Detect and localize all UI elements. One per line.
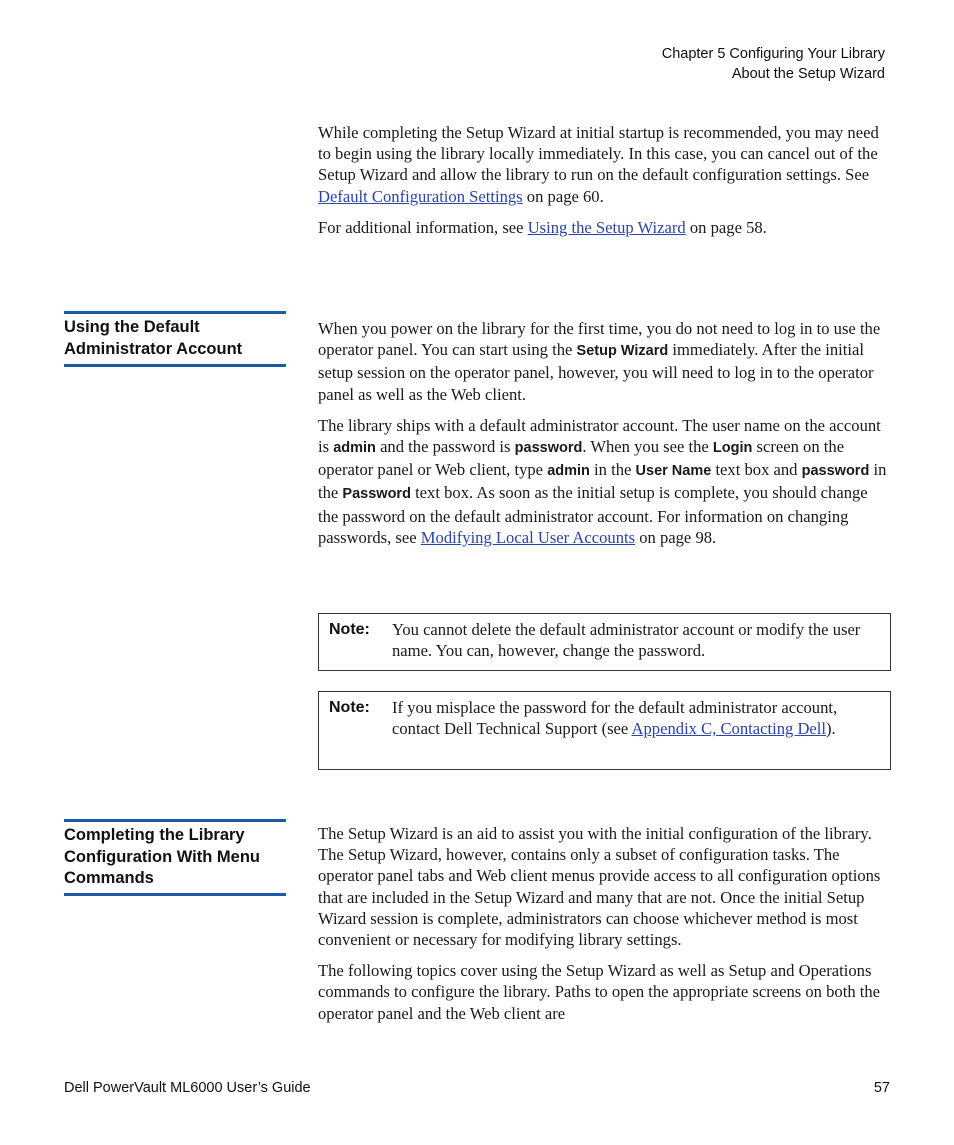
note-box-1 <box>318 613 891 671</box>
side-heading-line: Commands <box>64 869 154 887</box>
side-heading-line: Administrator Account <box>64 339 243 358</box>
note-label: Note: <box>329 621 370 638</box>
header-section: About the Setup Wizard <box>731 66 885 82</box>
side-heading-menu-commands <box>64 819 286 896</box>
note-text <box>392 697 882 739</box>
text-run: The library ships with a default administrator account. The user name on the account is <box>318 415 881 457</box>
note-text: You cannot delete the default administrator account or modify the user name. You can, however, change the password. <box>392 620 861 661</box>
ui-term: Login <box>712 440 753 457</box>
admin-section-body <box>318 318 890 548</box>
ui-term: password <box>514 440 583 457</box>
header-chapter: Chapter 5 Configuring Your Library <box>661 46 885 62</box>
menu-paragraph-2: The following topics cover using the Setup Wizard as well as Setup and Operations commands to configure the library. Paths to open the appropriate screens on both the operator panel and the Web client are <box>318 961 881 1023</box>
side-heading-default-admin <box>64 311 286 367</box>
link-default-configuration-settings[interactable]: Default Configuration Settings <box>318 186 523 206</box>
text-run: in the <box>318 460 887 503</box>
admin-paragraph-2 <box>318 415 890 548</box>
running-header <box>662 44 885 84</box>
menu-paragraph-1: The Setup Wizard is an aid to assist you with the initial configuration of the library. The Setup Wizard, however, contains only a subset of configuration tasks. The operator panel tabs and Web client menus provide access to all configuration options that are included in the Setup Wizard and many that are not. Once the initial Setup Wizard session is complete, administrators can choose whichever method is most convenient or necessary for modifying library settings. <box>318 824 881 950</box>
intro-p2-text: For additional information, see <box>318 217 528 237</box>
menu-section-body <box>318 823 890 1024</box>
link-appendix-c-contacting-dell[interactable]: Appendix C, Contacting Dell <box>631 719 827 739</box>
text-run: When you power on the library for the first time, you do not need to log in to use the operator panel. You can start using the <box>318 319 881 360</box>
text-run: . When you see the <box>582 437 713 457</box>
ui-term: Setup Wizard <box>576 343 669 360</box>
intro-paragraph-2 <box>318 217 890 238</box>
note-box-2 <box>318 691 891 770</box>
intro-block <box>318 122 890 238</box>
side-heading-line: Completing the Library <box>64 826 245 844</box>
text-run: text box. As soon as the initial setup is complete, you should change the password on the default administrator account. For information on changing passwords, see <box>318 483 868 547</box>
ui-term: User Name <box>635 463 712 480</box>
link-using-setup-wizard[interactable]: Using the Setup Wizard <box>527 217 686 237</box>
text-run: screen on the operator panel or Web client, type <box>318 437 845 480</box>
text-run: text box and <box>711 460 802 480</box>
note-label: Note: <box>329 699 370 716</box>
side-heading-line: Using the Default <box>64 318 200 336</box>
intro-p1-text: While completing the Setup Wizard at initial startup is recommended, you may need to begin using the library locally immediately. In this case, you can cancel out of the Setup Wizard and allow the library to run on the default configuration settings. See <box>318 123 879 185</box>
text-run: in the <box>589 460 636 480</box>
intro-paragraph-1 <box>318 122 890 207</box>
page-number: 57 <box>873 1080 890 1096</box>
text-run: immediately. After the initial setup session on the operator panel, however, you will need to log in to the operator panel as well as the Web client. <box>318 340 874 404</box>
ui-term: password <box>801 463 870 480</box>
intro-p2-tail: on page 58. <box>685 217 767 237</box>
text-run: If you misplace the password for the default administrator account, contact Dell Technical Support (see <box>392 698 838 739</box>
text-run: on page 98. <box>635 527 717 547</box>
text-run: ). <box>826 719 836 739</box>
text-run: and the password is <box>375 437 515 457</box>
side-heading-line: Configuration With Menu <box>64 847 260 866</box>
footer-title: Dell PowerVault ML6000 User’s Guide <box>64 1080 311 1096</box>
admin-paragraph-1 <box>318 318 890 405</box>
link-modifying-local-user-accounts[interactable]: Modifying Local User Accounts <box>420 527 636 547</box>
intro-p1-tail: on page 60. <box>522 186 604 206</box>
ui-term: admin <box>547 463 590 480</box>
ui-term: Password <box>342 486 411 503</box>
ui-term: admin <box>333 440 376 457</box>
